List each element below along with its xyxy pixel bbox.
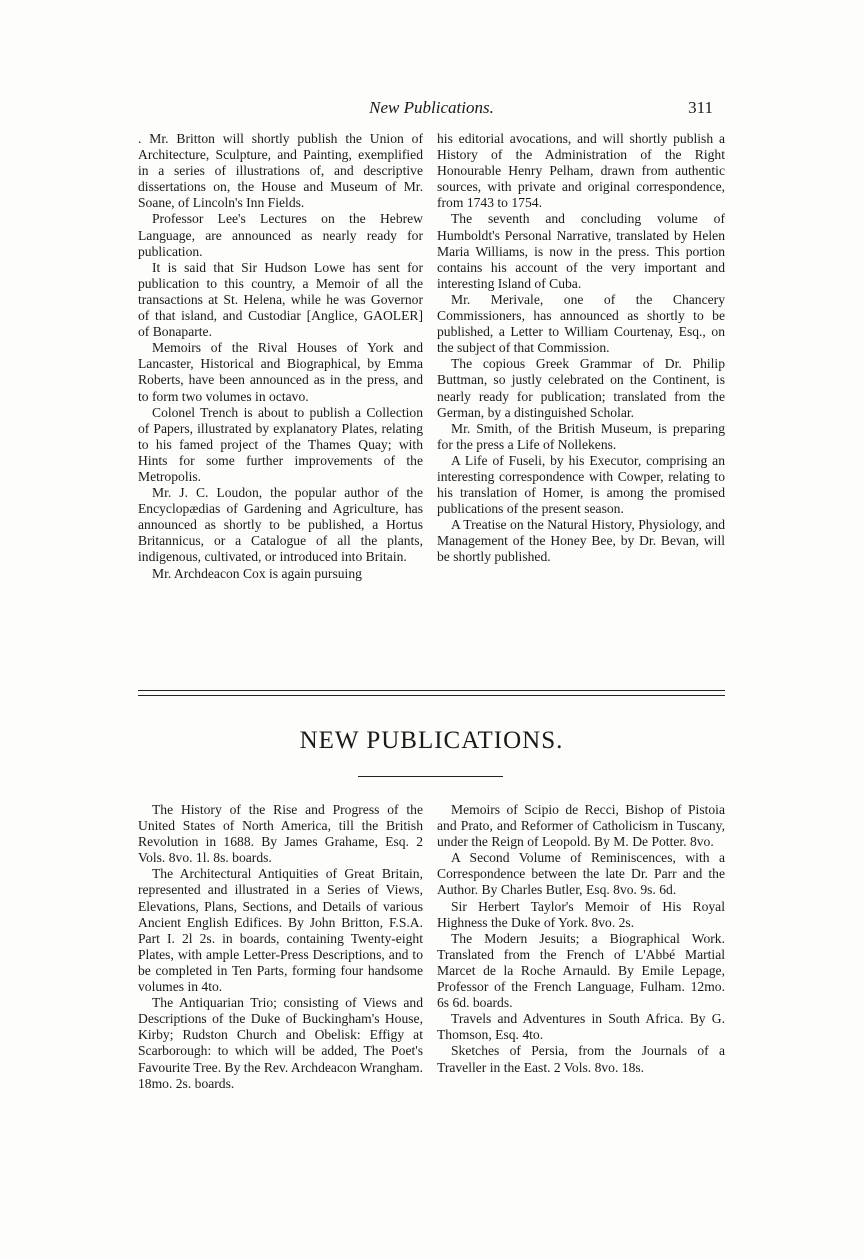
paragraph: . Mr. Britton will shortly publish the Union of Architecture, Sculpture, and Painting, exemplified in a series of illustrations of, and descriptive dissertations on, the House and Museum of Mr. Soane, of Lincoln's Inn Fields. xyxy=(138,131,423,211)
publications-right-column xyxy=(437,802,725,1076)
section-heading: NEW PUBLICATIONS. xyxy=(299,727,564,754)
paragraph: his editorial avocations, and will shortly publish a History of the Administration of the Right Honourable Henry Pelham, drawn from authentic sources, with private and original correspondence, from 1743 to 1754. xyxy=(437,131,725,211)
publication-entry: The Modern Jesuits; a Biographical Work. Translated from the French of L'Abbé Martial Marcet de la Roche Arnauld. By Emile Lepage, Professor of the French Language, Fulham. 12mo. 6s 6d. boards. xyxy=(437,930,725,1011)
publication-entry: The History of the Rise and Progress of the United States of North America, till the British Revolution in 1688. By James Grahame, Esq. 2 Vols. 8vo. 1l. 8s. boards. xyxy=(138,802,423,866)
paragraph: A Treatise on the Natural History, Physiology, and Management of the Honey Bee, by Dr. Bevan, will be shortly published. xyxy=(437,517,725,565)
publication-entry: The Antiquarian Trio; consisting of Views and Descriptions of the Duke of Buckingham's House, Kirby; Rudston Church and Obelisk: Effigy at Scarborough: to which will be added, The Poet's Favourite Tree. By the Rev. Archdeacon Wrangham. 18mo. 2s. boards. xyxy=(138,995,423,1091)
publication-entry: Sketches of Persia, from the Journals of a Traveller in the East. 2 Vols. 8vo. 18s. xyxy=(437,1043,725,1075)
publication-entry: Memoirs of Scipio de Recci, Bishop of Pistoia and Prato, and Reformer of Catholicism in Tuscany, under the Reign of Leopold. By M. De Potter. 8vo. xyxy=(437,802,725,850)
paragraph: It is said that Sir Hudson Lowe has sent for publication to this country, a Memoir of all the transactions at St. Helena, while he was Governor of that island, and Custodiar [Anglice, GAOLER] of Bonaparte. xyxy=(138,259,423,340)
paragraph: Professor Lee's Lectures on the Hebrew Language, are announced as nearly ready for publication. xyxy=(138,211,423,259)
paragraph: Mr. J. C. Loudon, the popular author of the Encyclopædias of Gardening and Agriculture, has announced as shortly to be published, a Hortus Britannicus, or a Catalogue of all the plants, indigenous, cultivated, or introduced into Britain. xyxy=(138,485,423,565)
page-number: 311 xyxy=(688,98,713,117)
section-divider xyxy=(138,690,725,696)
heading-rule xyxy=(358,776,503,777)
paragraph: Mr. Merivale, one of the Chancery Commissioners, has announced as shortly to be published, a Letter to William Courtenay, Esq., on the subject of that Commission. xyxy=(437,291,725,356)
paragraph: The copious Greek Grammar of Dr. Philip Buttman, so justly celebrated on the Continent, is nearly ready for publication; translated from the German, by a distinguished Scholar. xyxy=(437,356,725,420)
paragraph: A Life of Fuseli, by his Executor, comprising an interesting correspondence with Cowper, relating to his translation of Homer, is among the promised publications of the present season. xyxy=(437,452,725,517)
publication-entry: Travels and Adventures in South Africa. By G. Thomson, Esq. 4to. xyxy=(437,1011,725,1043)
announcements-left-column xyxy=(138,131,423,582)
paragraph: The seventh and concluding volume of Humboldt's Personal Narrative, translated by Helen Maria Williams, is now in the press. This portion contains his account of the very important and interesting Island of Cuba. xyxy=(437,211,725,291)
page-header xyxy=(0,98,863,122)
paragraph: Mr. Archdeacon Cox is again pursuing xyxy=(152,565,362,581)
announcements-right-column xyxy=(437,131,725,566)
publication-entry: A Second Volume of Reminiscences, with a Correspondence between the late Dr. Parr and the Author. By Charles Butler, Esq. 8vo. 9s. 6d. xyxy=(437,850,725,898)
paragraph: Mr. Smith, of the British Museum, is preparing for the press a Life of Nollekens. xyxy=(437,420,725,452)
paragraph: Colonel Trench is about to publish a Collection of Papers, illustrated by explanatory Plates, relating to his famed project of the Thames Quay; with Hints for some further improvements of the Metropolis. xyxy=(138,404,423,484)
publication-entry: The Architectural Antiquities of Great Britain, represented and illustrated in a Series of Views, Elevations, Plans, Sections, and Details of various Ancient English Edifices. By John Britton, F.S.A. Part I. 2l 2s. in boards, containing Twenty-eight Plates, with ample Letter-Press Descriptions, and to be completed in Ten Parts, forming four handsome volumes in 4to. xyxy=(138,866,423,995)
running-title: New Publications. xyxy=(369,98,494,117)
paragraph: Memoirs of the Rival Houses of York and Lancaster, Historical and Biographical, by Emma Roberts, have been announced as in the press, and to form two volumes in octavo. xyxy=(138,340,423,404)
publication-entry: Sir Herbert Taylor's Memoir of His Royal Highness the Duke of York. 8vo. 2s. xyxy=(437,898,725,930)
publications-left-column xyxy=(138,802,423,1092)
